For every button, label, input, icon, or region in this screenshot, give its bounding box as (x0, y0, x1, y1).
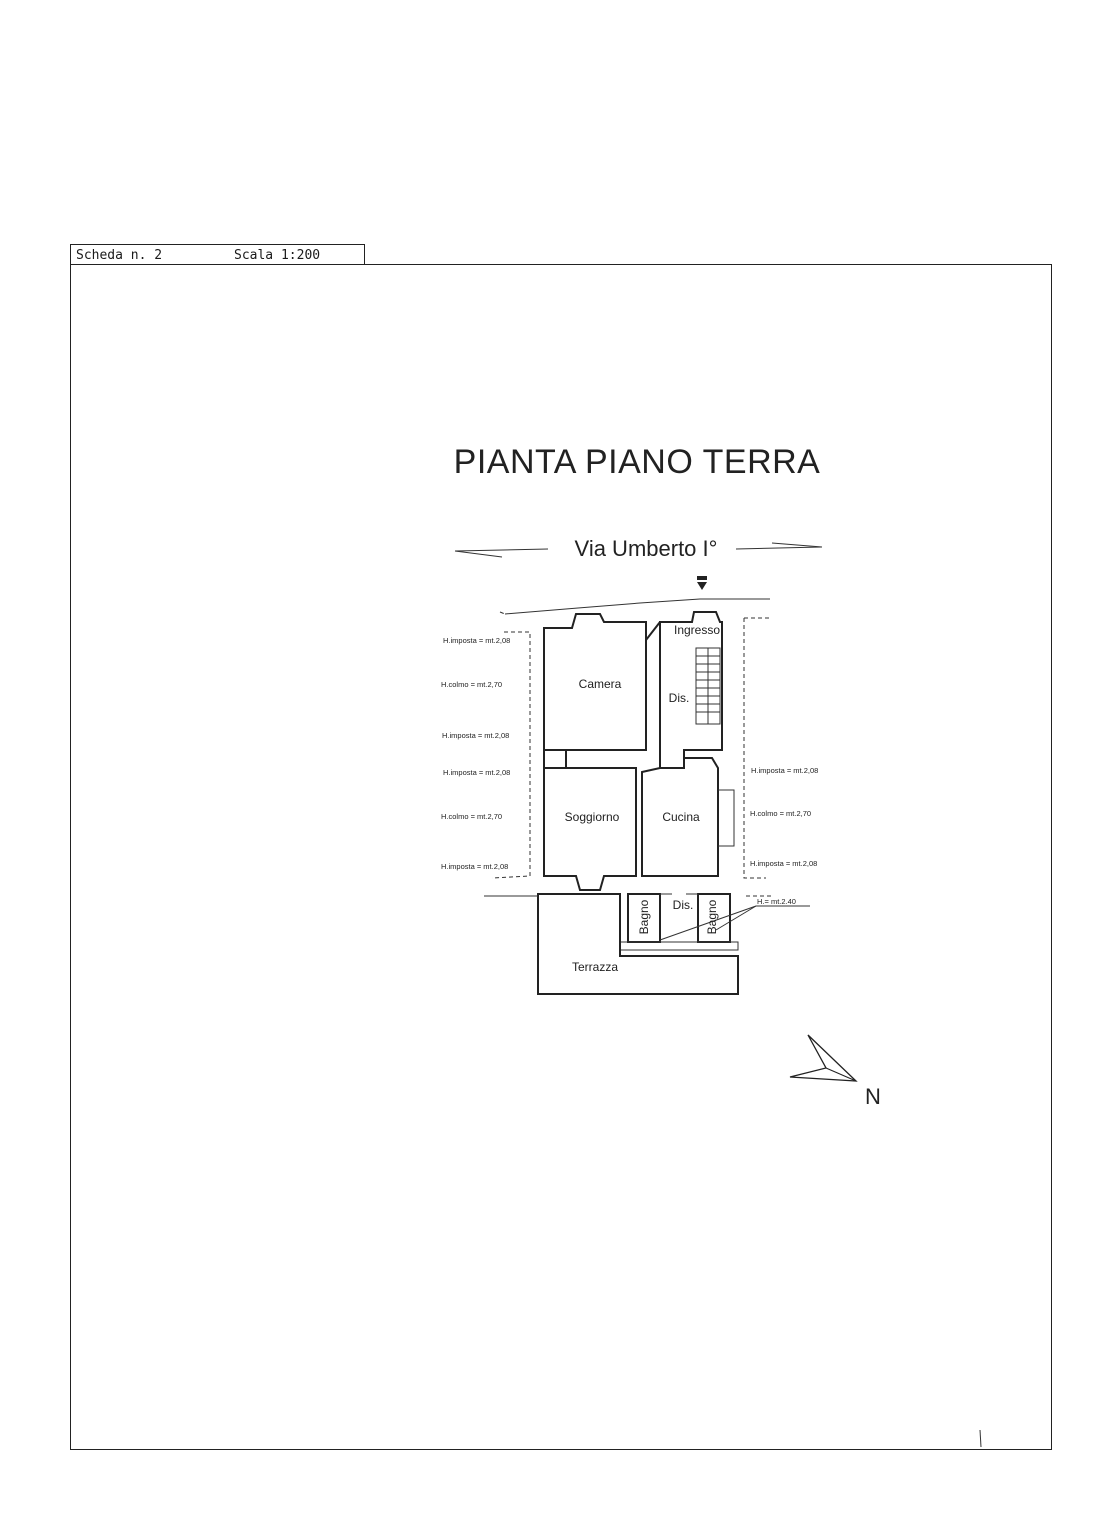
room-dis-upper: Dis. (668, 691, 690, 705)
street-label: Via Umberto I° (574, 536, 718, 561)
height-right-colmo: H.colmo = mt.2,70 (750, 809, 812, 818)
height-left-lower-imposta-low: H.imposta = mt.2,08 (441, 862, 509, 871)
room-terrazza: Terrazza (571, 960, 619, 974)
height-bath: H.= mt.2.40 (757, 897, 796, 906)
room-cucina: Cucina (662, 810, 700, 824)
height-left-lower-colmo: H.colmo = mt.2,70 (441, 812, 503, 821)
room-camera: Camera (578, 677, 622, 691)
scale-label: Scala 1:200 (234, 248, 321, 263)
north-arrow-icon (790, 1035, 856, 1081)
room-soggiorno: Soggiorno (564, 810, 620, 824)
height-right-imposta: H.imposta = mt.2,08 (751, 766, 819, 775)
building-walls (484, 612, 738, 994)
plan-title: PIANTA PIANO TERRA (453, 443, 821, 481)
room-ingresso: Ingresso (673, 623, 721, 637)
room-dis-lower: Dis. (672, 898, 694, 912)
height-right-imposta-low: H.imposta = mt.2,08 (750, 859, 818, 868)
height-left-upper-imposta: H.imposta = mt.2,08 (443, 636, 511, 645)
sheet-number: Scheda n. 2 (76, 248, 163, 263)
height-left-lower-imposta: H.imposta = mt.2,08 (443, 768, 511, 777)
room-bagno-left: Bagno (637, 899, 651, 935)
room-bagno-right: Bagno (705, 899, 719, 935)
north-label: N (865, 1084, 881, 1109)
height-left-upper-imposta-low: H.imposta = mt.2,08 (442, 731, 510, 740)
entrance-marker (697, 576, 707, 590)
street-indicator (455, 536, 822, 561)
height-left-upper-colmo: H.colmo = mt.2,70 (441, 680, 503, 689)
